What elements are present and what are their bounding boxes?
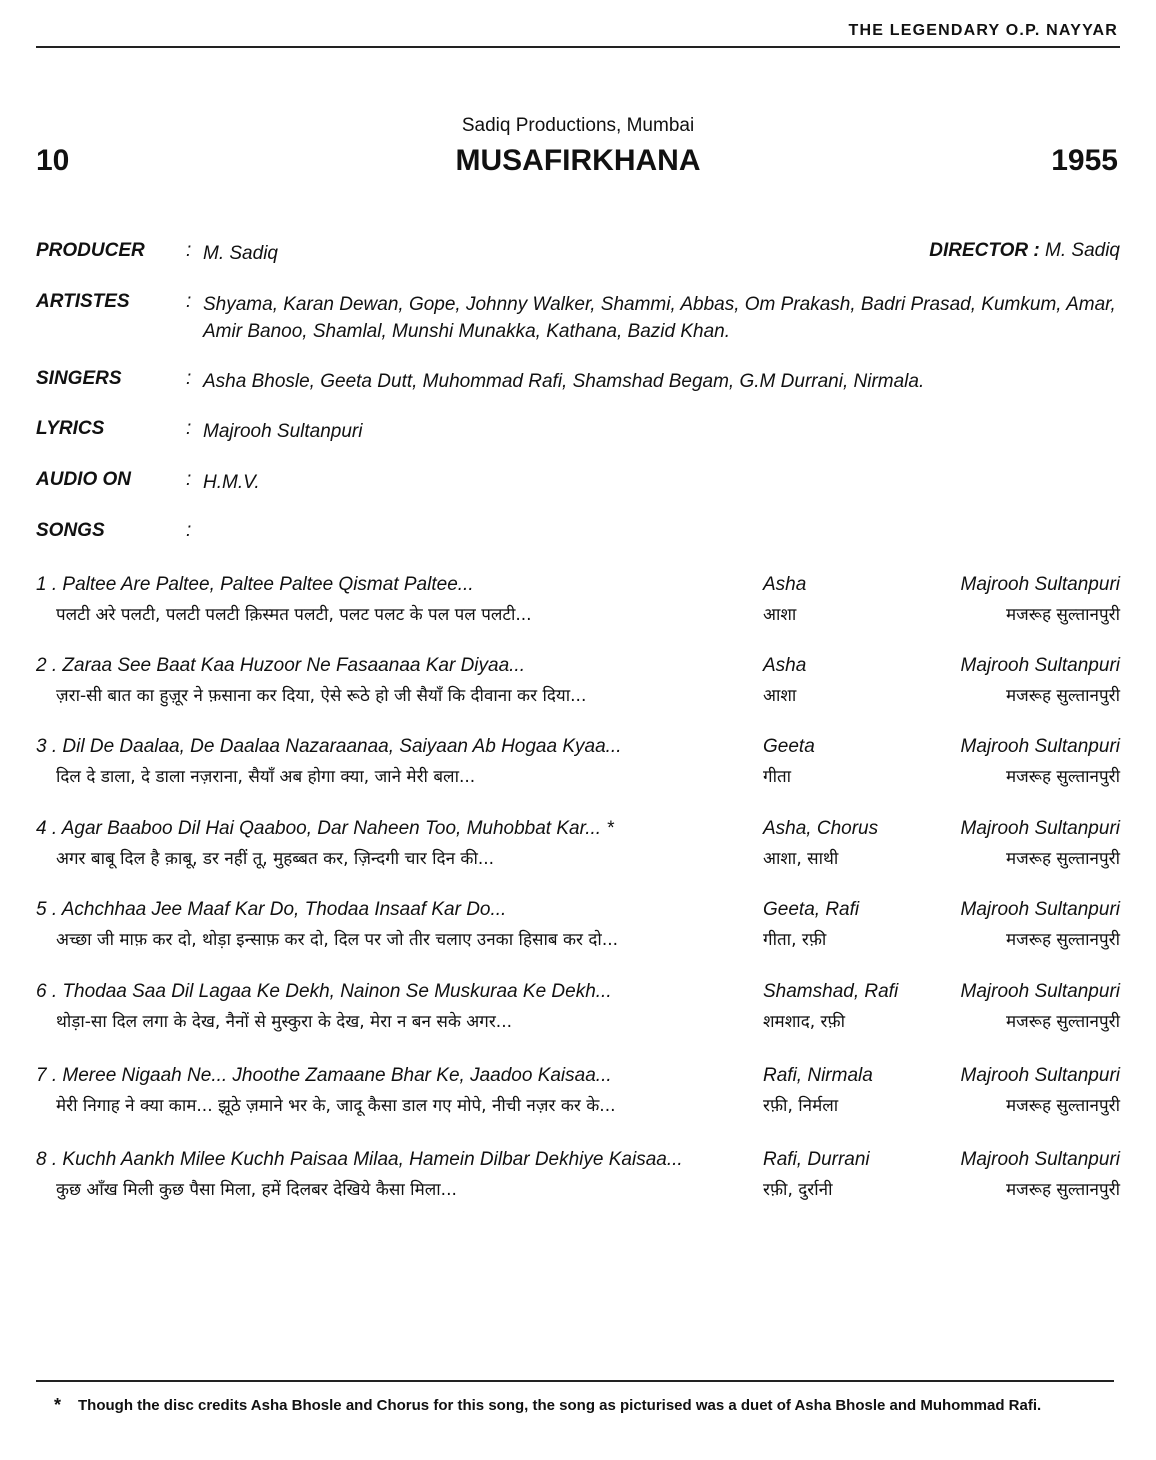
song-title: 2 . Zaraa See Baat Kaa Huzoor Ne Fasaanaa Kar Diyaa...: [36, 655, 525, 676]
producer-value: M. Sadiq: [203, 243, 278, 264]
song-title: 6 . Thodaa Saa Dil Lagaa Ke Dekh, Nainon Se Muskuraa Ke Dekh...: [36, 981, 612, 1002]
song-item: [36, 655, 1120, 715]
song-lyricist: Majrooh Sultanpuri: [960, 1149, 1120, 1170]
song-title-hindi: पलटी अरे पलटी, पलटी पलटी क़िस्मत पलटी, पलट पलट के पल पल पलटी...: [56, 605, 532, 625]
song-singer: Geeta: [763, 736, 815, 757]
song-singer-hindi: गीता: [763, 767, 792, 787]
song-title-hindi: अगर बाबू दिल है क़ाबू, डर नहीं तू, मुहब्बत कर, ज़िन्दगी चार दिन की...: [56, 849, 495, 869]
song-lyricist: Majrooh Sultanpuri: [960, 899, 1120, 920]
song-title-hindi: ज़रा-सी बात का हुज़ूर ने फ़साना कर दिया, ऐसे रूठे हो जी सैयाँ कि दीवाना कर दिया...: [56, 686, 587, 706]
song-item: [36, 818, 1120, 878]
footnote-text: Though the disc credits Asha Bhosle and Chorus for this song, the song as picturised was a duet of Asha Bhosle and Muhommad Rafi.: [78, 1397, 1042, 1414]
song-singer-hindi: आशा: [763, 605, 797, 625]
top-divider: [36, 46, 1120, 48]
lyrics-colon: :: [186, 418, 192, 439]
director-label: DIRECTOR :: [929, 240, 1040, 261]
song-lyricist-hindi: मजरूह सुल्तानपुरी: [1005, 849, 1120, 869]
producer-label: PRODUCER: [36, 240, 145, 261]
song-singer: Rafi, Durrani: [763, 1149, 870, 1170]
song-title-hindi: दिल दे डाला, दे डाला नज़राना, सैयाँ अब होगा क्या, जाने मेरी बला...: [56, 767, 476, 787]
song-item: [36, 736, 1120, 796]
song-item: [36, 981, 1120, 1041]
song-item: [36, 574, 1120, 634]
audio-colon: :: [186, 469, 192, 490]
song-title-hindi: अच्छा जी माफ़ कर दो, थोड़ा इन्साफ़ कर दो, दिल पर जो तीर चलाए उनका हिसाब कर दो...: [56, 930, 619, 950]
song-title: 3 . Dil De Daalaa, De Daalaa Nazaraanaa, Saiyaan Ab Hogaa Kyaa...: [36, 736, 622, 757]
footnote-asterisk: *: [54, 1395, 62, 1415]
lyrics-label: LYRICS: [36, 418, 105, 439]
director-credit: [929, 240, 1120, 262]
song-title-hindi: थोड़ा-सा दिल लगा के देख, नैनों से मुस्कुरा के देख, मेरा न बन सके अगर...: [56, 1012, 513, 1032]
song-lyricist: Majrooh Sultanpuri: [960, 818, 1120, 839]
film-number: 10: [36, 144, 70, 177]
song-lyricist-hindi: मजरूह सुल्तानपुरी: [1005, 605, 1120, 625]
song-title: 8 . Kuchh Aankh Milee Kuchh Paisaa Milaa, Hamein Dilbar Dekhiye Kaisaa...: [36, 1149, 683, 1170]
song-singer-hindi: आशा, साथी: [763, 849, 839, 869]
singers-value: Asha Bhosle, Geeta Dutt, Muhommad Rafi, Shamshad Begam, G.M Durrani, Nirmala.: [203, 371, 925, 392]
song-singer-hindi: गीता, रफ़ी: [763, 930, 827, 950]
songs-label: SONGS: [36, 520, 105, 541]
film-title: MUSAFIRKHANA: [455, 144, 701, 177]
film-year: 1955: [1051, 144, 1118, 177]
song-lyricist-hindi: मजरूह सुल्तानपुरी: [1005, 1096, 1120, 1116]
song-lyricist: Majrooh Sultanpuri: [960, 655, 1120, 676]
song-lyricist: Majrooh Sultanpuri: [960, 981, 1120, 1002]
song-lyricist: Majrooh Sultanpuri: [960, 736, 1120, 757]
artistes-label: ARTISTES: [36, 291, 130, 312]
song-title: 5 . Achchhaa Jee Maaf Kar Do, Thodaa Insaaf Kar Do...: [36, 899, 507, 920]
series-title: THE LEGENDARY O.P. NAYYAR: [848, 22, 1118, 39]
bottom-divider: [36, 1380, 1114, 1382]
song-item: [36, 899, 1120, 959]
song-singer: Rafi, Nirmala: [763, 1065, 873, 1086]
production-company: Sadiq Productions, Mumbai: [461, 115, 695, 136]
song-lyricist-hindi: मजरूह सुल्तानपुरी: [1005, 686, 1120, 706]
song-item: [36, 1065, 1120, 1125]
song-lyricist: Majrooh Sultanpuri: [960, 1065, 1120, 1086]
song-title: 7 . Meree Nigaah Ne... Jhoothe Zamaane Bhar Ke, Jaadoo Kaisaa...: [36, 1065, 612, 1086]
songs-colon: :: [186, 520, 192, 541]
song-title: 1 . Paltee Are Paltee, Paltee Paltee Qismat Paltee...: [36, 574, 474, 595]
song-singer-hindi: आशा: [763, 686, 797, 706]
audio-value: H.M.V.: [203, 472, 260, 493]
song-singer: Asha: [763, 574, 807, 595]
song-singer: Shamshad, Rafi: [763, 981, 899, 1002]
song-lyricist-hindi: मजरूह सुल्तानपुरी: [1005, 767, 1120, 787]
artistes-value: Shyama, Karan Dewan, Gope, Johnny Walker, Shammi, Abbas, Om Prakash, Badri Prasad, Kumkum, Amar, Amir Banoo, Shamlal, Munshi Munakka, Kathana, Bazid Khan.: [203, 294, 1116, 342]
director-value: M. Sadiq: [1045, 240, 1120, 261]
song-singer-hindi: शमशाद, रफ़ी: [763, 1012, 845, 1032]
audio-label: AUDIO ON: [36, 469, 131, 490]
artistes-colon: :: [186, 291, 192, 312]
producer-colon: :: [186, 240, 192, 261]
singers-colon: :: [186, 368, 192, 389]
song-title: 4 . Agar Baaboo Dil Hai Qaaboo, Dar Naheen Too, Muhobbat Kar... *: [36, 818, 614, 839]
song-lyricist: Majrooh Sultanpuri: [960, 574, 1120, 595]
song-lyricist-hindi: मजरूह सुल्तानपुरी: [1005, 1180, 1120, 1200]
lyrics-value: Majrooh Sultanpuri: [203, 421, 363, 442]
song-item: [36, 1149, 1120, 1209]
song-title-hindi: कुछ आँख मिली कुछ पैसा मिला, हमें दिलबर देखिये कैसा मिला...: [56, 1180, 457, 1200]
song-singer-hindi: रफ़ी, दुर्रानी: [763, 1180, 833, 1200]
song-lyricist-hindi: मजरूह सुल्तानपुरी: [1005, 1012, 1120, 1032]
song-singer: Asha, Chorus: [763, 818, 879, 839]
singers-label: SINGERS: [36, 368, 122, 389]
song-lyricist-hindi: मजरूह सुल्तानपुरी: [1005, 930, 1120, 950]
song-singer-hindi: रफ़ी, निर्मला: [763, 1096, 839, 1116]
song-singer: Geeta, Rafi: [763, 899, 860, 920]
song-title-hindi: मेरी निगाह ने क्या काम... झूठे ज़माने भर के, जादू कैसा डाल गए मोपे, नीची नज़र कर के...: [56, 1096, 616, 1116]
song-singer: Asha: [763, 655, 807, 676]
